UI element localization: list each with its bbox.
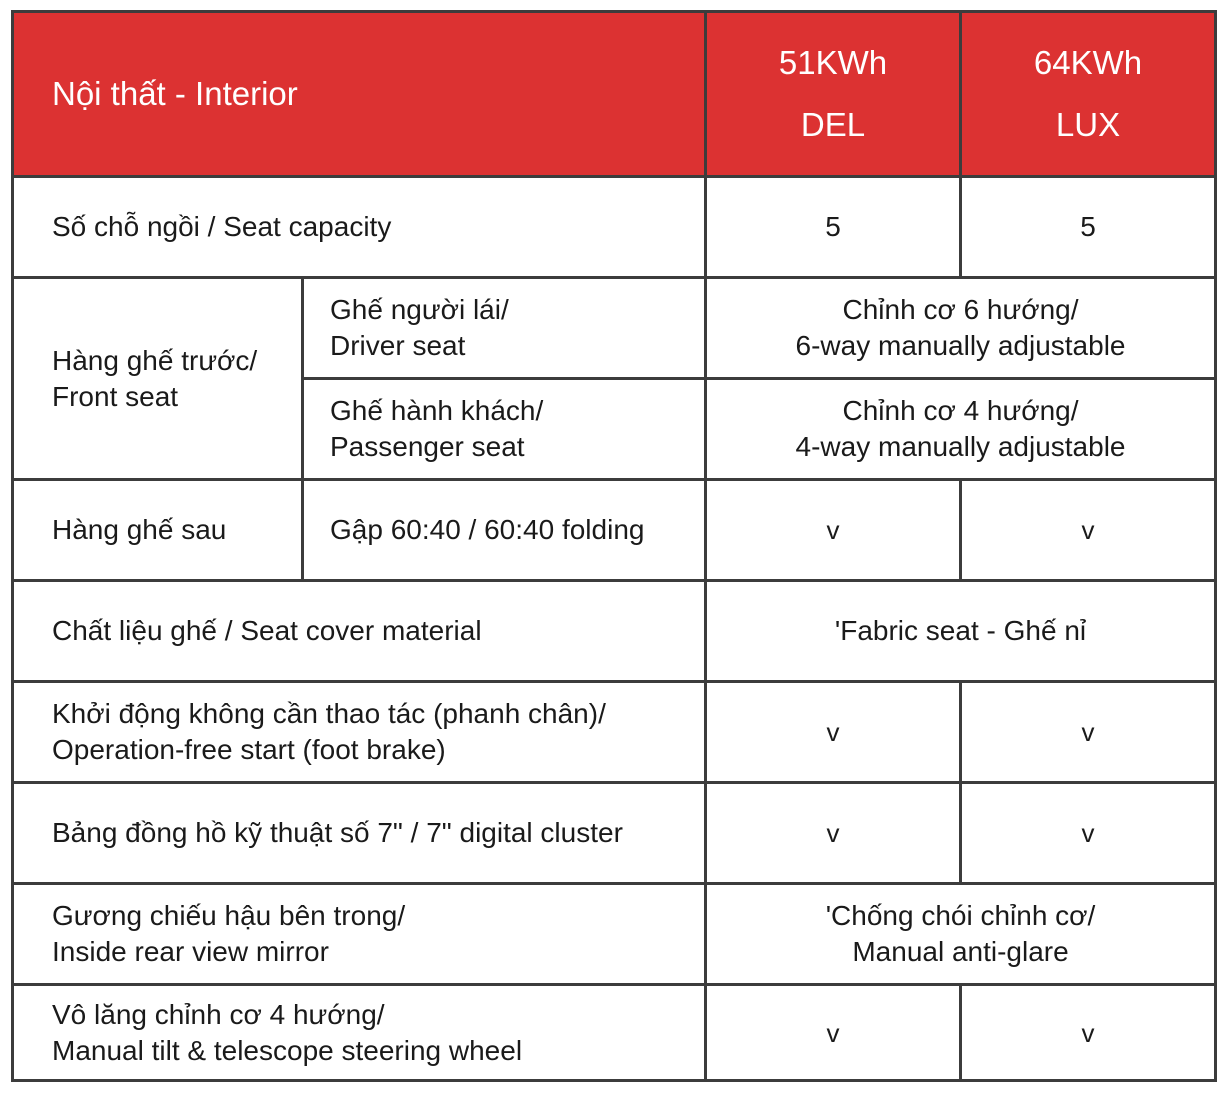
driver-seat-value-vi: Chỉnh cơ 6 hướng/ xyxy=(842,294,1079,325)
rear-mirror-value-vi: 'Chống chói chỉnh cơ/ xyxy=(825,900,1096,931)
check-del: v xyxy=(706,985,961,1081)
value-rear-mirror xyxy=(706,884,1216,985)
passenger-seat-label-en: Passenger seat xyxy=(330,431,525,462)
value-passenger-seat xyxy=(706,379,1216,480)
row-label: Bảng đồng hồ kỹ thuật số 7" / 7" digital cluster xyxy=(13,783,706,884)
check-lux: v xyxy=(961,783,1216,884)
check-lux: v xyxy=(961,480,1216,581)
row-label xyxy=(13,985,706,1081)
check-del: v xyxy=(706,480,961,581)
row-label-front-seat xyxy=(13,278,303,480)
table-row-rear-mirror xyxy=(13,884,1216,985)
column-header-lux xyxy=(961,12,1216,177)
rear-mirror-label-en: Inside rear view mirror xyxy=(52,936,329,967)
column-header-lux-capacity: 64KWh xyxy=(1033,44,1143,81)
table-row-seat-material xyxy=(13,581,1216,682)
passenger-seat-value-en: 4-way manually adjustable xyxy=(795,431,1126,462)
column-header-del-capacity: 51KWh xyxy=(778,44,888,81)
steering-label-en: Manual tilt & telescope steering wheel xyxy=(52,1034,523,1066)
rear-mirror-label-vi: Gương chiếu hậu bên trong/ xyxy=(52,900,406,931)
table-row-steering xyxy=(13,985,1216,1081)
column-header-lux-trim: LUX xyxy=(1055,106,1121,143)
table-row-digital-cluster xyxy=(13,783,1216,884)
interior-spec-table xyxy=(11,10,1217,1082)
front-seat-label-en: Front seat xyxy=(52,380,179,412)
passenger-seat-label-vi: Ghế hành khách/ xyxy=(330,395,544,426)
table-row-driver-seat xyxy=(13,278,1216,379)
steering-label-vi: Vô lăng chỉnh cơ 4 hướng/ xyxy=(52,998,385,1030)
check-lux: v xyxy=(961,985,1216,1081)
table-header-row xyxy=(13,12,1216,177)
row-label: Số chỗ ngồi / Seat capacity xyxy=(13,177,706,278)
check-lux: v xyxy=(961,682,1216,783)
value-lux: 5 xyxy=(961,177,1216,278)
sub-label-passenger-seat xyxy=(303,379,706,480)
column-header-del-trim: DEL xyxy=(800,106,866,143)
table-row-rear-seat xyxy=(13,480,1216,581)
row-label: Chất liệu ghế / Seat cover material xyxy=(13,581,706,682)
rear-mirror-value-en: Manual anti-glare xyxy=(852,936,1069,967)
driver-seat-label-en: Driver seat xyxy=(330,330,466,361)
table-row-seat-capacity xyxy=(13,177,1216,278)
table-row-operation-start xyxy=(13,682,1216,783)
row-label: Hàng ghế sau xyxy=(13,480,303,581)
value-del: 5 xyxy=(706,177,961,278)
section-title: Nội thất - Interior xyxy=(13,12,706,177)
value-seat-material: 'Fabric seat - Ghế nỉ xyxy=(706,581,1216,682)
check-del: v xyxy=(706,783,961,884)
row-label xyxy=(13,884,706,985)
operation-start-label-vi: Khởi động không cần thao tác (phanh chân)/ xyxy=(52,698,606,729)
driver-seat-label-vi: Ghế người lái/ xyxy=(330,294,509,325)
driver-seat-value-en: 6-way manually adjustable xyxy=(795,330,1126,361)
front-seat-label-vi: Hàng ghế trước/ xyxy=(52,344,258,376)
operation-start-label-en: Operation-free start (foot brake) xyxy=(52,734,446,765)
passenger-seat-value-vi: Chỉnh cơ 4 hướng/ xyxy=(842,395,1079,426)
sub-label-folding: Gập 60:40 / 60:40 folding xyxy=(303,480,706,581)
row-label xyxy=(13,682,706,783)
sub-label-driver-seat xyxy=(303,278,706,379)
check-del: v xyxy=(706,682,961,783)
value-driver-seat xyxy=(706,278,1216,379)
column-header-del xyxy=(706,12,961,177)
